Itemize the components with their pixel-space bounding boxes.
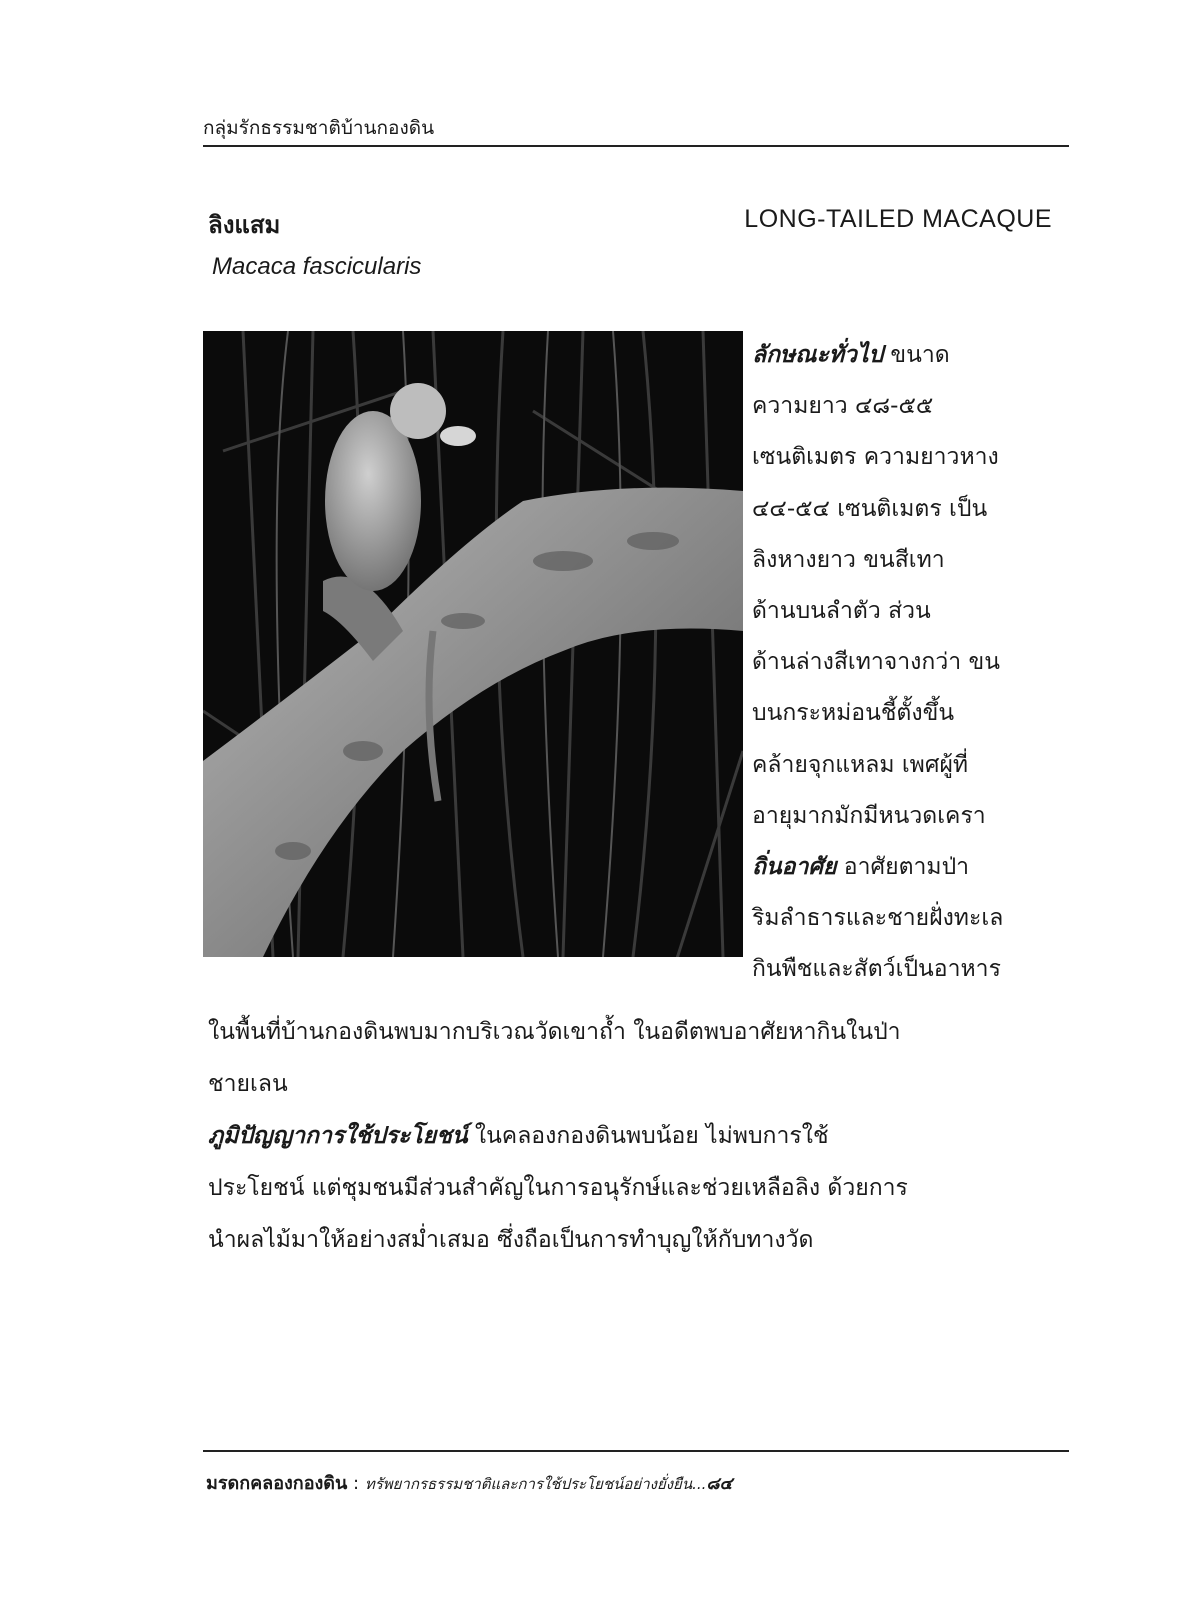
page-footer [206, 1468, 732, 1497]
side-line [752, 586, 1072, 637]
side-line [752, 740, 1072, 791]
species-thai-name: ลิงแสม [208, 211, 281, 239]
line-text: อาศัยตามป่า [836, 853, 970, 880]
body-line [208, 1058, 1078, 1110]
description-side-column [752, 330, 1072, 995]
line-text: ด้านล่างสีเทาจางกว่า ขน [752, 649, 1000, 676]
line-text: ความยาว ๔๘-๕๕ [752, 393, 934, 420]
line-text: ริมลำธารและชายฝั่งทะเล [752, 905, 1004, 932]
line-text: ประโยชน์ แต่ชุมชนมีส่วนสำคัญในการอนุรักษ์และช่วยเหลือลิง ด้วยการ [208, 1175, 908, 1201]
footer-book-title: มรดกคลองกองดิน [206, 1473, 348, 1494]
side-line [752, 484, 1072, 535]
side-line [752, 432, 1072, 483]
line-text: อายุมากมักมีหนวดเครา [752, 802, 986, 829]
line-text: คล้ายจุกแหลม เพศผู้ที่ [752, 751, 969, 778]
line-text: ด้านบนลำตัว ส่วน [752, 597, 931, 624]
side-line [752, 893, 1072, 944]
footer-rule [203, 1450, 1069, 1452]
running-header: กลุ่มรักธรรมชาติบ้านกองดิน [203, 117, 435, 139]
side-line [752, 842, 1072, 893]
side-line [752, 381, 1072, 432]
line-text: ลิงหางยาว ขนสีเทา [752, 546, 945, 573]
side-line [752, 330, 1072, 381]
line-text: นำผลไม้มาให้อย่างสม่ำเสมอ ซึ่งถือเป็นการทำบุญให้กับทางวัด [208, 1227, 814, 1253]
side-line [752, 637, 1072, 688]
line-text: ๔๔-๕๔ เซนติเมตร เป็น [752, 495, 988, 522]
line-text: กินพืชและสัตว์เป็นอาหาร [752, 956, 1001, 983]
body-line [208, 1214, 1078, 1266]
section-term: ภูมิปัญญาการใช้ประโยชน์ [208, 1123, 468, 1149]
footer-separator: : [347, 1473, 365, 1494]
header-rule [203, 145, 1069, 147]
section-term: ถิ่นอาศัย [752, 853, 837, 880]
page-number: ๘๔ [706, 1474, 733, 1494]
section-term: ลักษณะทั่วไป [752, 342, 884, 368]
body-line [208, 1110, 1078, 1162]
side-line [752, 688, 1072, 739]
line-text: ในคลองกองดินพบน้อย ไม่พบการใช้ [467, 1123, 829, 1149]
description-body [208, 1006, 1078, 1266]
body-line [208, 1006, 1078, 1058]
species-english-name: LONG-TAILED MACAQUE [744, 205, 1052, 233]
body-line [208, 1162, 1078, 1214]
line-text: ชายเลน [208, 1071, 288, 1097]
side-line [752, 535, 1072, 586]
line-text: บนกระหม่อนชี้ตั้งขึ้น [752, 700, 955, 727]
line-text: เซนติเมตร ความยาวหาง [752, 444, 999, 471]
macaque-photo [203, 331, 743, 957]
line-text: ขนาด [883, 342, 950, 368]
side-line [752, 944, 1072, 995]
side-line [752, 791, 1072, 842]
species-scientific-name: Macaca fascicularis [212, 253, 422, 280]
footer-subtitle: ทรัพยากรธรรมชาติและการใช้ประโยชน์อย่างยั่งยืน... [364, 1475, 707, 1493]
line-text: ในพื้นที่บ้านกองดินพบมากบริเวณวัดเขาถ้ำ ในอดีตพบอาศัยหากินในป่า [208, 1019, 901, 1045]
